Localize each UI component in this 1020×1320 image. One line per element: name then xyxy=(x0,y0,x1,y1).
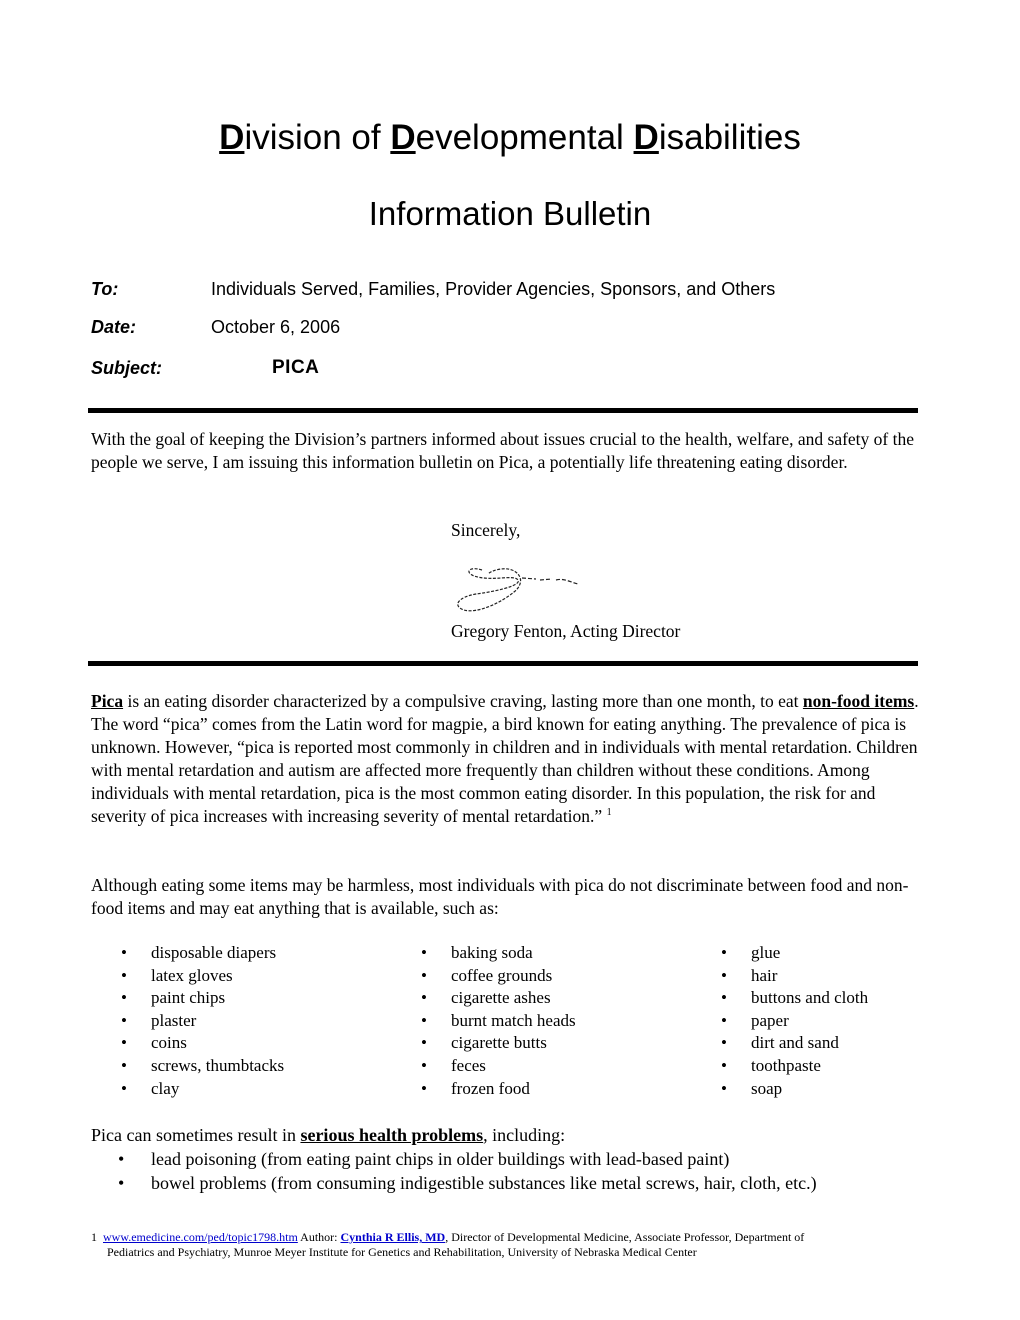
footnote-number: 1 xyxy=(91,1230,97,1244)
list-item: • cigarette ashes xyxy=(421,987,701,1010)
subject-label: Subject: xyxy=(91,358,163,378)
signature-image xyxy=(452,562,592,614)
pica-term-link[interactable]: Pica xyxy=(91,691,124,711)
list-item: • buttons and cloth xyxy=(721,987,951,1010)
list-item: • toothpaste xyxy=(721,1055,951,1078)
title-initial-d3: D xyxy=(633,118,659,157)
pica-definition-paragraph xyxy=(91,690,921,828)
list-item: • soap xyxy=(721,1078,951,1101)
health-text-a: Pica can sometimes result in xyxy=(91,1125,301,1145)
health-problems-list xyxy=(118,1147,817,1195)
footnote-text-1: , Director of Developmental Medicine, Associate Professor, Department of xyxy=(445,1230,805,1244)
intro-paragraph: With the goal of keeping the Division’s partners informed about issues crucial to the health, welfare, and safety of the people we serve, I am issuing this information bulletin on Pica, a potentially life threatening eating disorder. xyxy=(91,429,915,472)
footnote-author-link[interactable]: Cynthia R Ellis, MD xyxy=(340,1230,446,1244)
non-food-items-link[interactable]: non-food items xyxy=(802,691,915,711)
list-item: • paint chips xyxy=(121,987,401,1010)
list-item: • cigarette butts xyxy=(421,1032,701,1055)
title-text-2: evelopmental xyxy=(415,118,634,157)
list-item: • hair xyxy=(721,965,951,988)
health-problems-intro xyxy=(91,1124,936,1147)
list-item: • dirt and sand xyxy=(721,1032,951,1055)
subject-value: PICA xyxy=(272,357,320,378)
document-title xyxy=(0,116,1020,160)
list-item: • baking soda xyxy=(421,942,701,965)
top-divider xyxy=(88,408,918,413)
signer-name: Gregory Fenton, Acting Director xyxy=(451,621,681,641)
title-text-1: ivision of xyxy=(244,118,391,157)
harm-paragraph: Although eating some items may be harmless, most individuals with pica do not discriminate between food and non-food items and may eat anything that is available, such as: xyxy=(91,875,909,918)
list-item: • plaster xyxy=(121,1010,401,1033)
footnote-text-2: Pediatrics and Psychiatry, Munroe Meyer Institute for Genetics and Rehabilitation, University of Nebraska Medical Center xyxy=(107,1245,697,1259)
list-item: • burnt match heads xyxy=(421,1010,701,1033)
list-item: • coins xyxy=(121,1032,401,1055)
items-column-3 xyxy=(721,942,951,1100)
list-item: • screws, thumbtacks xyxy=(121,1055,401,1078)
list-item: • disposable diapers xyxy=(121,942,401,965)
title-text-3: isabilities xyxy=(658,118,801,157)
pica-text-b: . The word “pica” comes from the Latin word for magpie, a bird known for eating anything. The prevalence of pica is unknown. However, “pica is reported most commonly in children and in individuals with mental retardation. Children with mental retardation and autism are affected more frequently than children without these conditions. Among individuals with mental retardation, pica is the most common eating disorder. In this population, the risk for and severity of pica increases with increasing severity of mental retardation.” xyxy=(91,691,919,826)
list-item: • latex gloves xyxy=(121,965,401,988)
footnote-ref: 1 xyxy=(606,807,612,819)
closing-text: Sincerely, xyxy=(451,520,521,540)
items-column-2 xyxy=(421,942,701,1100)
title-initial-d1: D xyxy=(219,118,245,157)
to-label: To: xyxy=(91,279,119,299)
document-subtitle: Information Bulletin xyxy=(368,195,652,232)
health-text-b: , including: xyxy=(483,1125,566,1145)
list-item: • bowel problems (from consuming indigestible substances like metal screws, hair, cloth, etc.) xyxy=(118,1171,817,1195)
list-item: • glue xyxy=(721,942,951,965)
middle-divider xyxy=(88,661,918,666)
pica-text-a: is an eating disorder characterized by a compulsive craving, lasting more than one month, to eat xyxy=(123,691,803,711)
footnote-author-label: Author: xyxy=(297,1230,341,1244)
serious-health-problems-link[interactable]: serious health problems xyxy=(300,1125,484,1145)
footnote-url-link[interactable]: www.emedicine.com/ped/topic1798.htm xyxy=(103,1230,298,1244)
footnote xyxy=(91,1230,931,1260)
to-value: Individuals Served, Families, Provider Agencies, Sponsors, and Others xyxy=(211,279,776,299)
list-item: • frozen food xyxy=(421,1078,701,1101)
list-item: • lead poisoning (from eating paint chips in older buildings with lead-based paint) xyxy=(118,1147,817,1171)
title-initial-d2: D xyxy=(390,118,416,157)
date-label: Date: xyxy=(91,317,137,337)
list-item: • paper xyxy=(721,1010,951,1033)
list-item: • feces xyxy=(421,1055,701,1078)
date-value: October 6, 2006 xyxy=(211,317,341,337)
list-item: • clay xyxy=(121,1078,401,1101)
list-item: • coffee grounds xyxy=(421,965,701,988)
items-column-1 xyxy=(121,942,401,1100)
